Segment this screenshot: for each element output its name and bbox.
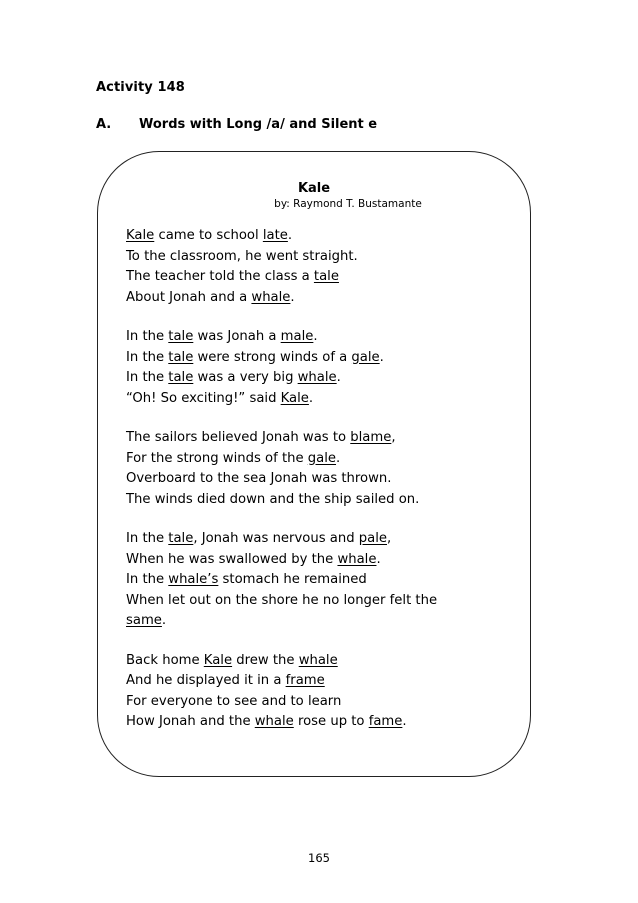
poem-line <box>126 428 520 449</box>
poem-line <box>126 611 520 632</box>
poem-line <box>126 591 520 612</box>
poem-body <box>126 226 520 752</box>
poem-text: In the <box>126 349 169 365</box>
poem-text: How Jonah and the <box>126 714 255 729</box>
page-number: 165 <box>308 851 330 865</box>
target-word: tale <box>168 370 194 385</box>
poem-text: . <box>313 329 318 344</box>
poem-text: “Oh! So exciting!” said <box>126 390 281 406</box>
target-word: same <box>126 613 162 628</box>
poem-text: . <box>336 370 341 385</box>
poem-line <box>126 469 520 490</box>
poem-text: , <box>387 531 392 546</box>
poem-text: were strong winds of a <box>193 349 352 365</box>
poem-line <box>126 550 520 571</box>
poem-text: Back home <box>126 652 204 668</box>
target-word: Kale <box>126 228 155 243</box>
target-word: whale <box>251 289 291 305</box>
poem-text: . <box>161 613 167 628</box>
poem-text: . <box>376 551 381 567</box>
section-heading <box>96 117 377 132</box>
poem-line <box>126 327 520 348</box>
target-word: whale <box>337 551 377 567</box>
poem-text: came to school <box>154 228 263 243</box>
target-word: whale’s <box>168 572 219 587</box>
poem-title: Kale <box>297 181 331 196</box>
target-word: tale <box>168 531 194 546</box>
poem-line <box>126 529 520 550</box>
target-word: whale <box>298 652 338 668</box>
poem-author: by: Raymond T. Bustamante <box>274 198 422 210</box>
poem-text: was Jonah a <box>193 329 281 344</box>
target-word: male <box>280 329 314 344</box>
poem-text: . <box>290 289 295 305</box>
poem-text: Overboard to the sea Jonah was thrown. <box>126 471 392 486</box>
target-word: pale <box>358 531 387 546</box>
poem-line <box>126 267 520 288</box>
poem-text: The winds died down and the ship sailed on. <box>126 491 420 507</box>
poem-text: The teacher told the class a <box>126 269 314 284</box>
target-word: frame <box>285 673 325 688</box>
target-word: whale <box>297 370 337 385</box>
section-letter: A. <box>96 117 112 132</box>
poem-text: . <box>336 450 341 466</box>
target-word: fame <box>368 714 403 729</box>
section-heading-text: Words with Long /a/ and Silent e <box>139 117 378 132</box>
poem-line <box>126 389 520 410</box>
activity-title: Activity 148 <box>96 80 185 95</box>
poem-text: was a very big <box>193 370 298 385</box>
poem-line <box>126 247 520 268</box>
poem-text: stomach he remained <box>218 572 367 587</box>
poem-text: . <box>402 714 407 729</box>
poem-line <box>126 288 520 309</box>
target-word: gale <box>351 349 380 365</box>
poem-text: To the classroom, he went straight. <box>126 248 358 264</box>
poem-text: In the <box>126 572 169 587</box>
poem-text: And he displayed it in a <box>126 673 286 688</box>
target-word: Kale <box>280 390 309 406</box>
poem-stanza <box>126 428 520 510</box>
poem-stanza <box>126 327 520 409</box>
target-word: tale <box>313 269 339 284</box>
poem-text: . <box>308 390 314 406</box>
poem-text: In the <box>126 370 169 385</box>
target-word: Kale <box>203 652 233 668</box>
target-word: late <box>262 228 288 243</box>
target-word: blame <box>350 430 392 445</box>
poem-line <box>126 712 520 733</box>
poem-text: About Jonah and a <box>126 289 252 305</box>
poem-line <box>126 651 520 672</box>
poem-line <box>126 490 520 511</box>
poem-line <box>126 368 520 389</box>
poem-box <box>97 151 531 777</box>
poem-line <box>126 570 520 591</box>
poem-text: For everyone to see and to learn <box>126 693 342 709</box>
poem-text: rose up to <box>293 714 369 729</box>
poem-text: , Jonah was nervous and <box>193 531 359 546</box>
target-word: gale <box>307 450 337 466</box>
target-word: tale <box>168 349 194 365</box>
poem-text: . <box>287 228 293 243</box>
poem-text: When let out on the shore he no longer felt the <box>126 592 438 608</box>
poem-line <box>126 692 520 713</box>
poem-stanza <box>126 651 520 733</box>
poem-line <box>126 226 520 247</box>
poem-text: The sailors believed Jonah was to <box>126 430 351 445</box>
poem-text: In the <box>126 329 169 344</box>
poem-line <box>126 348 520 369</box>
poem-text: In the <box>126 531 169 546</box>
poem-text: , <box>391 430 396 445</box>
poem-stanza <box>126 529 520 632</box>
poem-stanza <box>126 226 520 308</box>
poem-text: For the strong winds of the <box>126 450 308 466</box>
target-word: whale <box>254 714 294 729</box>
poem-line <box>126 449 520 470</box>
poem-text: When he was swallowed by the <box>126 551 338 567</box>
target-word: tale <box>168 329 194 344</box>
poem-text: drew the <box>232 652 299 668</box>
poem-text: . <box>379 349 384 365</box>
poem-line <box>126 671 520 692</box>
